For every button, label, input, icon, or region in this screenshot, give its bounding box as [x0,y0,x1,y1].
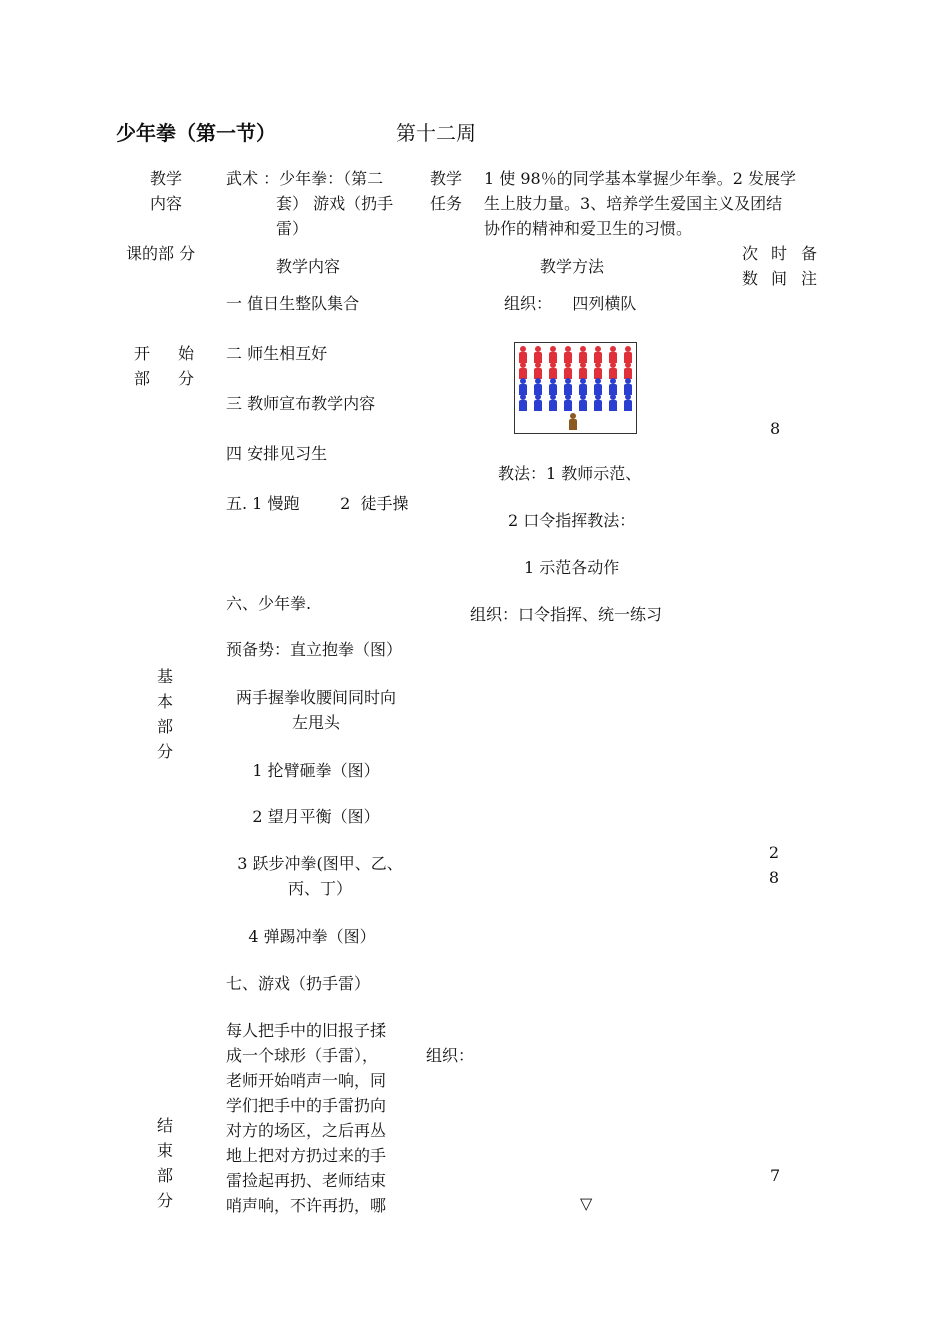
time-basic: 2 8 [768,843,780,887]
student-blue-icon [549,394,557,411]
student-red-icon [519,362,527,379]
student-blue-icon [519,394,527,411]
student-blue-icon [534,394,542,411]
content-item-4: 四 安排见习生 [226,444,328,463]
time-start: 8 [770,419,781,438]
content-item-7: 预备势：直立抱拳（图） [226,640,403,659]
content-item-9: 1 抡臂砸拳（图） [252,761,380,780]
task-summary: 1 使 98％的同学基本掌握少年拳。2 发展学 生上肢力量。3、培养学生爱国主义及团结 协作的精神和爱卫生的习惯。 [484,169,796,238]
student-red-icon [579,346,587,363]
method-column-header: 教学方法 [540,257,605,276]
time-end: 7 [770,1166,781,1185]
section-start: 开 始 部 分 [134,344,195,388]
student-red-icon [594,346,602,363]
method-item-3: 2 口令指挥教法： [508,511,636,530]
student-red-icon [549,362,557,379]
lesson-title: 少年拳（第一节） [116,121,276,145]
student-red-icon [579,362,587,379]
method-item-1: 组织： 四列横队 [504,294,637,313]
student-blue-icon [579,394,587,411]
student-red-icon [564,362,572,379]
section-end: 结 束 部 分 [156,1116,173,1210]
method-item-5: 组织：口令指挥、统一练习 [470,605,663,624]
student-red-icon [594,362,602,379]
content-item-14: 每人把手中的旧报子揉 成一个球形（手雷）， 老师开始哨声一响，同 学们把手中的手雷扔向 对方的场区，之后再丛 地上把对方扔过来的手 雷捡起再扔、老师结束 哨声响，不许再扔，哪 [226,1021,387,1215]
student-red-icon [609,346,617,363]
student-red-icon [609,362,617,379]
content-item-10: 2 望月平衡（图） [252,807,380,826]
student-red-icon [564,346,572,363]
student-blue-icon [624,394,632,411]
student-red-icon [624,362,632,379]
method-item-4: 1 示范各动作 [524,558,620,577]
content-item-12: 4 弹踢冲拳（图） [248,927,376,946]
teacher-icon [569,413,577,430]
week-label: 第十二周 [396,121,476,145]
triangle-marker: ▽ [580,1194,593,1213]
content-item-6: 六、少年拳. [226,594,312,613]
task-label: 教学 任务 [429,169,462,213]
student-blue-icon [534,378,542,395]
student-blue-icon [564,394,572,411]
student-red-icon [624,346,632,363]
method-item-2: 教法：1 教师示范、 [498,464,642,483]
content-column-header: 教学内容 [276,257,341,276]
formation-diagram [514,342,637,434]
section-basic: 基 本 部 分 [156,667,173,761]
content-item-11: 3 跃步冲拳(图甲、乙、 丙、丁） [237,854,403,898]
student-blue-icon [609,378,617,395]
student-blue-icon [564,378,572,395]
method-item-6: 组织： [426,1046,475,1065]
student-blue-icon [579,378,587,395]
student-blue-icon [594,394,602,411]
student-blue-icon [594,378,602,395]
content-label: 教学 内容 [149,169,182,213]
content-item-3: 三 教师宣布教学内容 [226,394,376,413]
student-red-icon [534,346,542,363]
content-item-2: 二 师生相互好 [226,344,328,363]
student-blue-icon [624,378,632,395]
student-blue-icon [519,378,527,395]
content-item-13: 七、游戏（扔手雷） [226,974,371,993]
content-item-1: 一 值日生整队集合 [226,294,360,313]
student-red-icon [534,362,542,379]
content-summary: 武术 ：少年拳：（第二 套） 游戏（扔手 雷） [226,169,394,238]
student-blue-icon [609,394,617,411]
part-column-header: 课的部 分 [126,244,196,263]
student-blue-icon [549,378,557,395]
student-red-icon [549,346,557,363]
content-item-5: 五. 1 慢跑 2 徒手操 [226,494,409,513]
student-red-icon [519,346,527,363]
content-item-8: 两手握拳收腰间同时向 左甩头 [235,688,396,732]
